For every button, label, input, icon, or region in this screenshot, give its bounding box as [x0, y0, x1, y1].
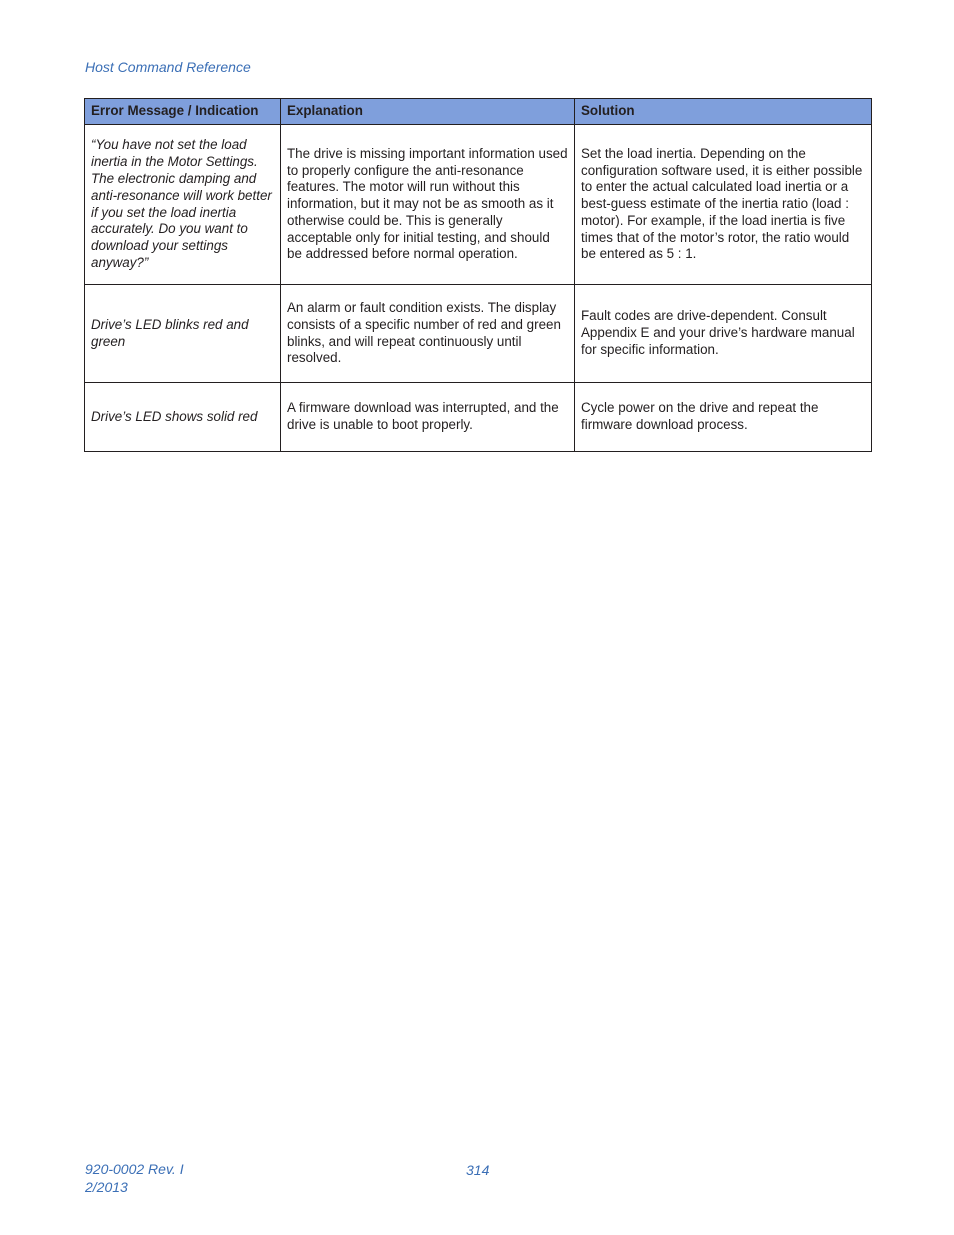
solution-cell: Set the load inertia. Depending on the configuration software used, it is either possible to enter the actual calculated load inertia or a best-guess estimate of the inertia ratio (load : motor). For example, if the load inertia is five times that of the motor’s rotor, the ratio would be entered as 5 : 1. — [575, 125, 872, 285]
error-message-table — [84, 98, 872, 452]
doc-date: 2/2013 — [85, 1179, 128, 1195]
footer-doc-info — [85, 1160, 184, 1196]
solution-cell: Cycle power on the drive and repeat the firmware download process. — [575, 383, 872, 452]
error-message-cell: Drive’s LED shows solid red — [85, 383, 281, 452]
solution-cell: Fault codes are drive-dependent. Consult Appendix E and your drive’s hardware manual for specific information. — [575, 285, 872, 383]
column-header-error-message: Error Message / Indication — [85, 99, 281, 125]
column-header-solution: Solution — [575, 99, 872, 125]
error-message-cell: “You have not set the load inertia in the Motor Settings. The electronic damping and anti-resonance will work better if you set the load inertia accurately. Do you want to download your settings anyway?” — [85, 125, 281, 285]
explanation-cell: An alarm or fault condition exists. The display consists of a specific number of red and green blinks, and will repeat continuously until resolved. — [281, 285, 575, 383]
table-row — [85, 285, 872, 383]
running-header: Host Command Reference — [85, 59, 251, 75]
doc-number: 920-0002 Rev. I — [85, 1161, 184, 1177]
explanation-cell: The drive is missing important information used to properly configure the anti-resonance features. The motor will run without this information, but it may not be as smooth as it otherwise could be. This is generally acceptable only for initial testing, and should be addressed before normal operation. — [281, 125, 575, 285]
explanation-cell: A firmware download was interrupted, and the drive is unable to boot properly. — [281, 383, 575, 452]
table-header-row — [85, 99, 872, 125]
error-message-cell: Drive’s LED blinks red and green — [85, 285, 281, 383]
table-row — [85, 383, 872, 452]
column-header-explanation: Explanation — [281, 99, 575, 125]
table-row — [85, 125, 872, 285]
page-number: 314 — [466, 1162, 490, 1178]
